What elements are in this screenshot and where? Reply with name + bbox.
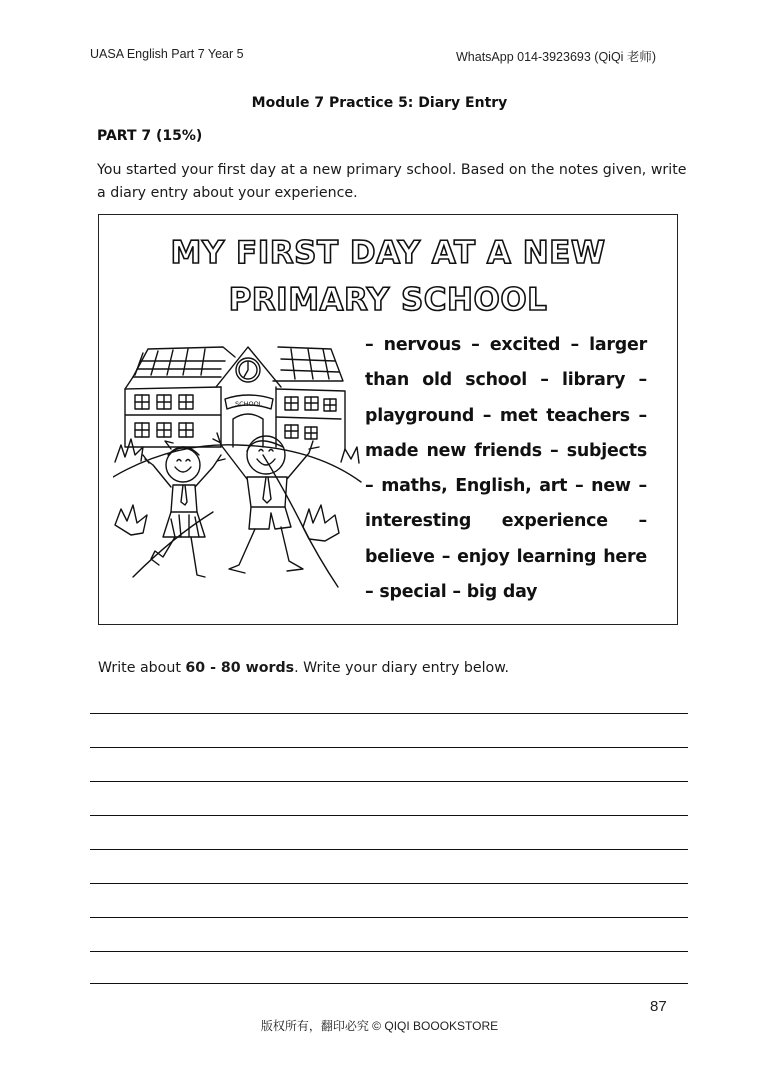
writing-line[interactable]: [90, 747, 688, 748]
instructions: You started your first day at a new primary school. Based on the notes given, write a diary entry about your experience.: [97, 162, 687, 201]
school-sign-text: SCHOOL: [235, 400, 263, 408]
part-label: PART 7 (15%): [97, 128, 203, 144]
writing-line[interactable]: [90, 713, 688, 714]
header-left: UASA English Part 7 Year 5: [90, 47, 244, 61]
writing-line[interactable]: [90, 951, 688, 952]
writing-line[interactable]: [90, 815, 688, 816]
copyright-footer: 版权所有，翻印必究 © QIQI BOOOKSTORE: [260, 1019, 499, 1033]
writing-line[interactable]: [90, 883, 688, 884]
picture-title-line-1: MY FIRST DAY AT A NEW: [170, 235, 606, 271]
page-title: Module 7 Practice 5: Diary Entry: [251, 95, 508, 111]
word-count-range: 60 - 80 words: [185, 660, 295, 676]
notes-text: – nervous – excited – larger than old school – library – playground – met teachers – made new friends – subjects – maths, English, art – new – interesting experience – believe – enjoy learning here – special – big day: [365, 335, 647, 603]
school-building-icon: [125, 347, 345, 449]
page-number: 87: [650, 998, 667, 1015]
writing-line[interactable]: [90, 917, 688, 918]
writing-line[interactable]: [90, 849, 688, 850]
picture-title-line-2: PRIMARY SCHOOL: [228, 282, 548, 318]
picture-box: [98, 214, 678, 625]
word-instruction-prefix: Write about: [98, 660, 186, 676]
school-children-illustration: [113, 337, 363, 597]
header-right: WhatsApp 014-3923693 (QiQi 老师): [456, 50, 657, 64]
writing-line[interactable]: [90, 781, 688, 782]
word-instruction-suffix: . Write your diary entry below.: [294, 660, 510, 676]
writing-line[interactable]: [90, 983, 688, 984]
word-count-instruction: [98, 660, 509, 676]
